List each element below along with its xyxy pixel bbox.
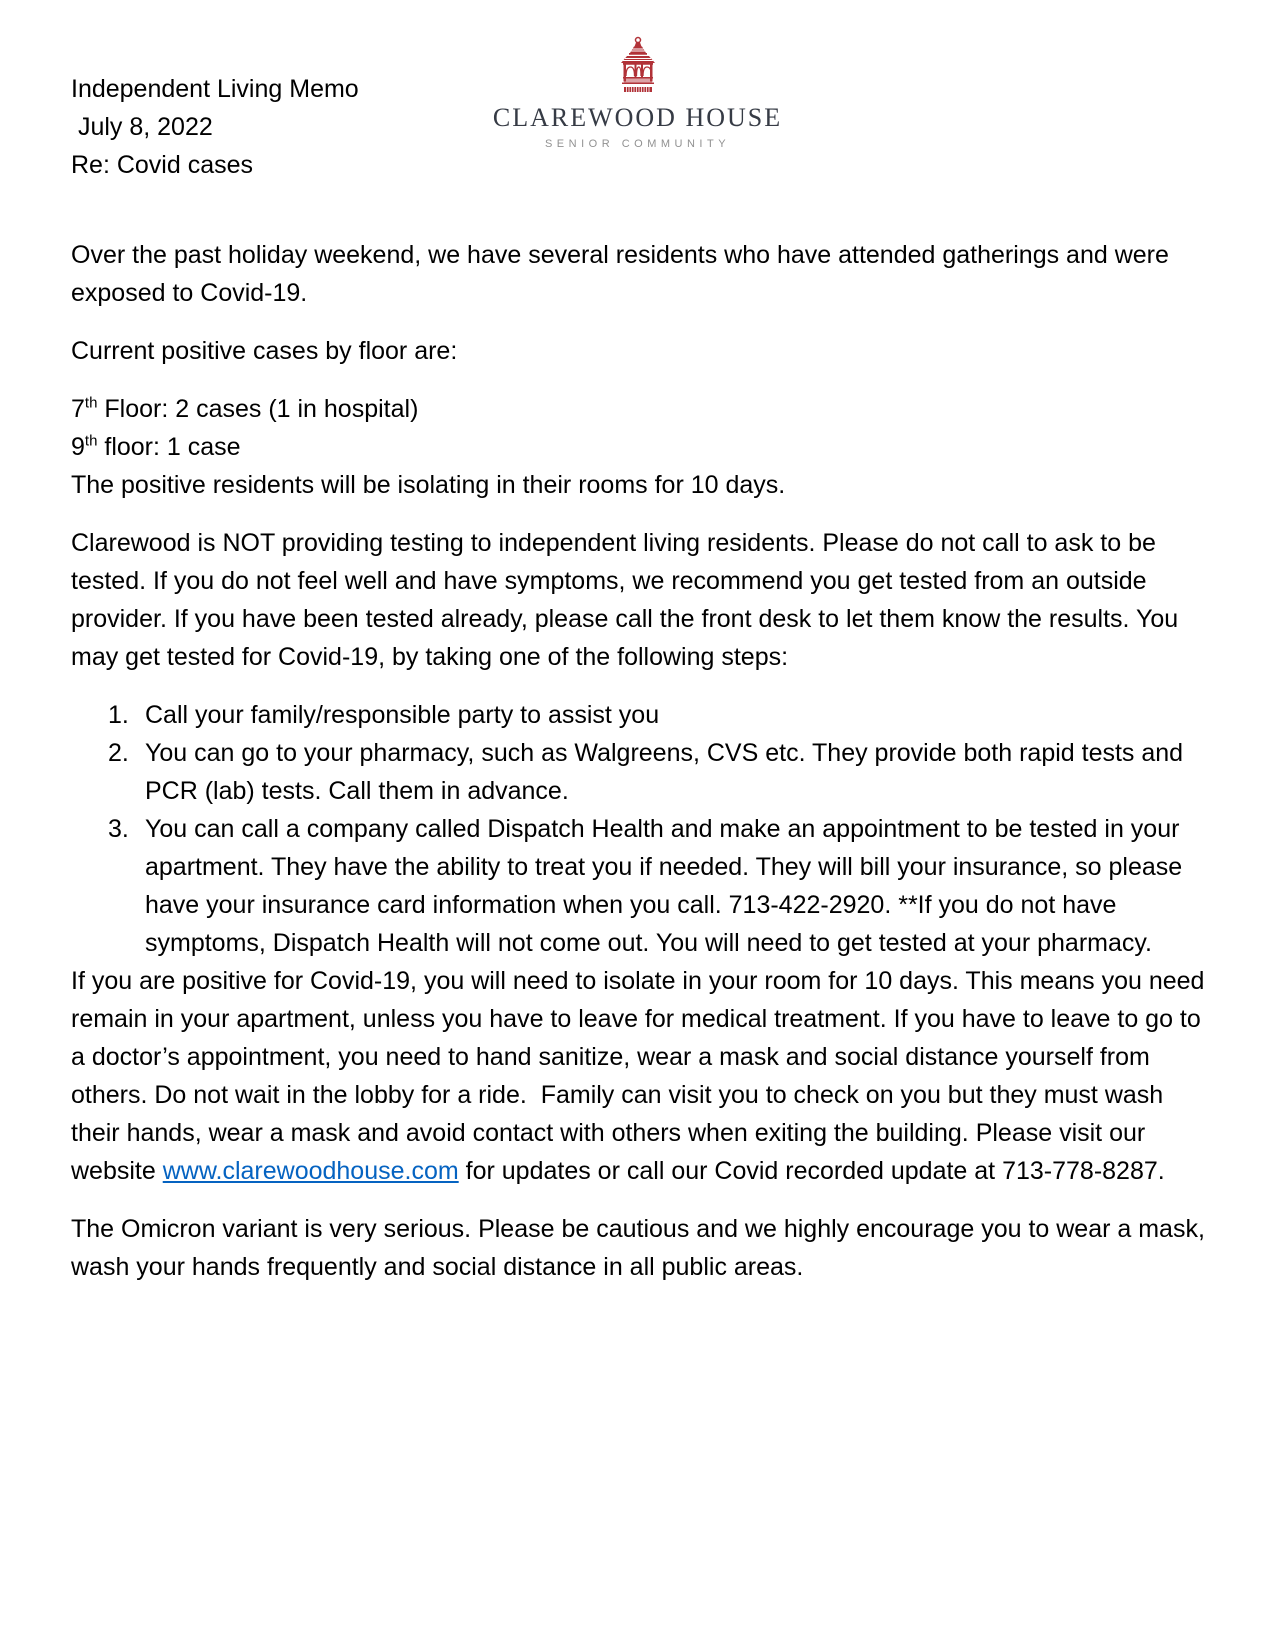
floor-9-cases: floor: 1 case <box>97 433 241 461</box>
memo-subject: Re: Covid cases <box>71 151 254 179</box>
testing-steps-list <box>71 696 1205 962</box>
paragraph-intro: Over the past holiday weekend, we have several residents who have attended gatherings and were exposed to Covid-19. <box>71 241 1176 307</box>
isolation-text-before-link: If you are positive for Covid-19, you will need to isolate in your room for 10 days. This means you need remain in your apartment, unless you have to leave for medical treatment. If you have to leave to go to a doctor’s appointment, you need to hand sanitize, wear a mask and social distance yourself from others. Do not wait in the lobby for a ride. Family can visit you to check on you but they must wash their hands, wear a mask and avoid contact with others when exiting the building. Please visit our website <box>71 967 1212 1185</box>
memo-date: July 8, 2022 <box>71 113 213 141</box>
website-link[interactable]: www.clarewoodhouse.com <box>162 1157 459 1185</box>
list-marker: 2. <box>108 739 129 767</box>
list-marker: 1. <box>108 701 129 729</box>
paragraph-isolation-rules <box>71 962 1212 1190</box>
list-item-text: You can call a company called Dispatch Health and make an appointment to be tested in your apartment. They have the ability to treat you if needed. They will bill your insurance, so please have your insurance card information when you call. 713-422-2920. **If you do not have symptoms, Dispatch Health will not come out. You will need to get tested at your pharmacy. <box>145 815 1190 957</box>
memo-header <box>71 70 1205 184</box>
paragraph-cases-heading: Current positive cases by floor are: <box>71 337 458 365</box>
floor-7-number: 7 <box>71 395 85 423</box>
cases-block <box>71 390 1205 504</box>
isolation-note: The positive residents will be isolating in their rooms for 10 days. <box>71 471 786 499</box>
floor-9-line <box>71 428 1205 466</box>
floor-7-line <box>71 390 1205 428</box>
paragraph-testing-info: Clarewood is NOT providing testing to independent living residents. Please do not call to ask to be tested. If you do not feel well and have symptoms, we recommend you get tested from an outside provider. If you have been tested already, please call the front desk to let them know the results. You may get tested for Covid-19, by taking one of the following steps: <box>71 529 1186 671</box>
floor-9-ordinal-suffix: th <box>84 432 98 450</box>
isolation-text-after-link: for updates or call our Covid recorded update at 713-778-8287. <box>458 1157 1165 1185</box>
list-marker: 3. <box>108 815 129 843</box>
list-item <box>108 696 1205 734</box>
list-item-text: Call your family/responsible party to assist you <box>145 701 660 729</box>
floor-9-number: 9 <box>71 433 85 461</box>
floor-7-ordinal-suffix: th <box>84 394 98 412</box>
list-item-text: You can go to your pharmacy, such as Walgreens, CVS etc. They provide both rapid tests and PCR (lab) tests. Call them in advance. <box>145 739 1191 805</box>
logo-tagline: SENIOR COMMUNITY <box>544 138 731 150</box>
floor-7-cases: Floor: 2 cases (1 in hospital) <box>97 395 419 423</box>
memo-title: Independent Living Memo <box>71 75 359 103</box>
logo-name: CLAREWOOD HOUSE <box>492 103 783 132</box>
list-item <box>108 810 1205 962</box>
list-item <box>108 734 1205 810</box>
paragraph-omicron-warning: The Omicron variant is very serious. Please be cautious and we highly encourage you to wear a mask, wash your hands frequently and social distance in all public areas. <box>71 1215 1212 1281</box>
